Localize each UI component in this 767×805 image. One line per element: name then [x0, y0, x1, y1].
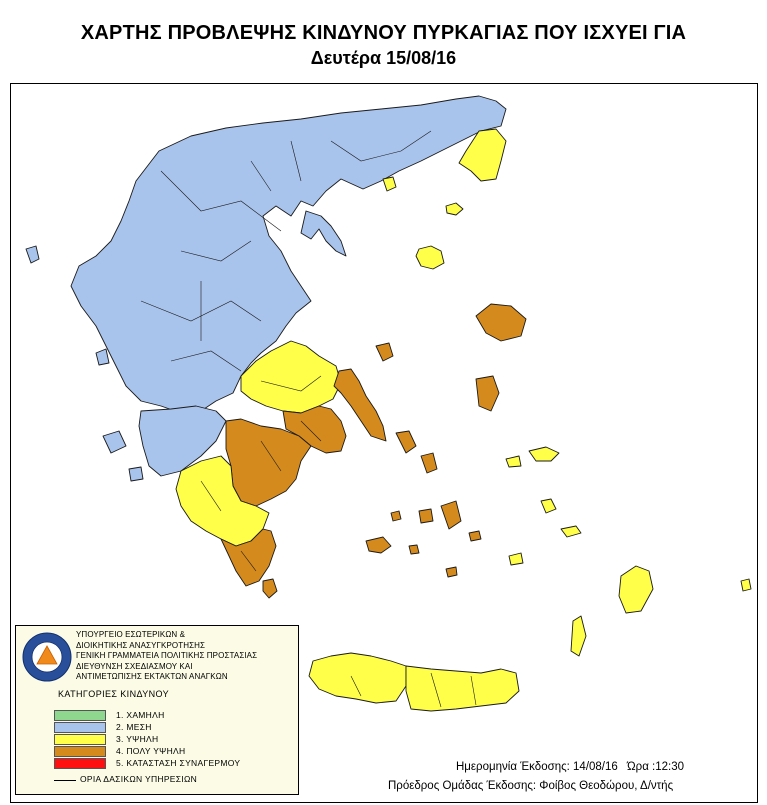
swatch-very-high [54, 746, 106, 757]
region-karpathos [571, 616, 586, 656]
category-label: 2. ΜΕΣΗ [116, 722, 152, 732]
region-dodecanese-1 [541, 499, 556, 513]
forest-boundary-symbol [54, 780, 76, 781]
region-kythira [263, 579, 277, 598]
region-cyclades-naxos [441, 501, 461, 529]
ministry-line: ΑΝΤΙΜΕΤΩΠΙΣΗΣ ΕΚΤΑΚΤΩΝ ΑΝΑΓΚΩΝ [76, 672, 228, 681]
swatch-high [54, 734, 106, 745]
region-ionian-1 [96, 349, 109, 365]
map-legend [15, 625, 299, 795]
region-skyros [376, 343, 393, 361]
swatch-medium [54, 722, 106, 733]
ministry-line: ΔΙΟΙΚΗΤΙΚΗΣ ΑΝΑΣΥΓΚΡΟΤΗΣΗΣ [76, 640, 206, 650]
region-chios [476, 376, 499, 411]
region-corfu [26, 246, 39, 263]
region-cyclades-north [396, 431, 416, 453]
map-title: ΧΑΡΤΗΣ ΠΡΟΒΛΕΨΗΣ ΚΙΝΔΥΝΟΥ ΠΥΡΚΑΓΙΑΣ ΠΟΥ ΙΣΧΥΕΙ ΓΙΑ [80, 22, 687, 44]
region-samothraki [446, 203, 463, 215]
region-rhodes [619, 566, 653, 613]
ministry-text [76, 630, 257, 683]
region-dodecanese-kos [561, 526, 581, 537]
map-date: Δευτέρα 15/08/16 [310, 48, 457, 68]
category-label: 3. ΥΨΗΛΗ [116, 734, 159, 744]
region-cyclades-small-1 [391, 511, 401, 521]
region-cyclades-small-4 [469, 531, 481, 541]
region-cyclades-andros [421, 453, 437, 473]
region-kefalonia [103, 431, 126, 453]
region-zakynthos [129, 467, 143, 481]
region-ikaria [506, 456, 521, 467]
region-crete-west [309, 653, 406, 703]
category-label: 1. ΧΑΜΗΛΗ [116, 710, 165, 720]
issue-date: 14/08/16 [573, 761, 618, 773]
category-label: 4. ΠΟΛΥ ΥΨΗΛΗ [116, 746, 186, 756]
region-cyclades-small-2 [409, 545, 419, 554]
region-samos [529, 447, 559, 461]
forest-boundary-label: ΟΡΙΑ ΔΑΣΙΚΩΝ ΥΠΗΡΕΣΙΩΝ [80, 774, 198, 784]
issuing-president: Πρόεδρος Ομάδας Έκδοσης: Φοίβος Θεοδώρου, Δ/ντής [388, 780, 674, 792]
issue-time: 12:30 [655, 761, 685, 773]
region-thasos [383, 177, 396, 191]
map-frame [10, 83, 758, 803]
region-chalkidiki [301, 211, 346, 256]
issue-time-label: Ώρα : [627, 761, 656, 773]
categories-title: ΚΑΤΗΓΟΡΙΕΣ ΚΙΝΔΥΝΟΥ [58, 689, 170, 699]
region-cyclades-small-3 [446, 567, 457, 577]
region-lesvos [476, 304, 526, 341]
region-dodecanese-2 [509, 553, 523, 565]
ministry-line: ΥΠΟΥΡΓΕΙΟ ΕΣΩΤΕΡΙΚΩΝ & [76, 630, 186, 639]
civil-protection-logo [22, 632, 72, 682]
swatch-alert [54, 758, 106, 769]
region-crete-east [406, 666, 519, 711]
ministry-line: ΓΕΝΙΚΗ ΓΡΑΜΜΑΤΕΙΑ ΠΟΛΙΤΙΚΗΣ ΠΡΟΣΤΑΣΙΑΣ [76, 651, 258, 660]
swatch-low [54, 710, 106, 721]
region-cyclades-paros [419, 509, 433, 523]
region-small-east [741, 579, 751, 591]
issue-date-label: Ημερομηνία Έκδοσης: [456, 761, 570, 773]
region-cyclades-milos [366, 537, 391, 553]
ministry-line: ΔΙΕΥΘΥΝΣΗ ΣΧΕΔΙΑΣΜΟΥ ΚΑΙ [76, 661, 193, 671]
region-limnos [416, 246, 444, 269]
category-label: 5. ΚΑΤΑΣΤΑΣΗ ΣΥΝΑΓΕΡΜΟΥ [116, 758, 241, 768]
issue-info [456, 761, 684, 773]
